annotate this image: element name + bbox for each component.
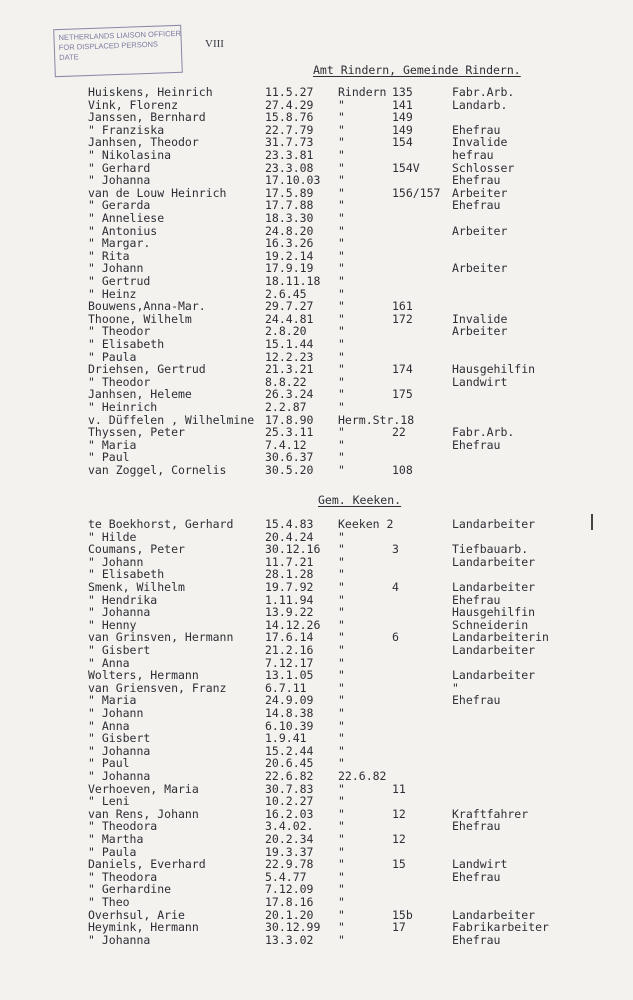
birth-date: 30.12.16 — [265, 542, 321, 557]
birth-date: 14.12.26 — [265, 617, 321, 632]
place: " — [338, 882, 345, 897]
birth-date: 29.7.27 — [265, 299, 314, 314]
place: " — [338, 643, 345, 657]
birth-date: 17.8.90 — [265, 412, 314, 427]
person-name: van Zoggel, Cornelis — [88, 463, 227, 477]
birth-date: 15.8.76 — [265, 110, 314, 125]
person-name: " Hendrika — [88, 592, 158, 607]
birth-date: 2.8.20 — [265, 324, 307, 339]
person-name: van Rens, Johann — [88, 806, 199, 821]
person-name: te Boekhorst, Gerhard — [88, 517, 234, 531]
person-name: " Paul — [88, 450, 130, 465]
person-name: Driehsen, Gertrud — [88, 362, 206, 377]
person-name: " Theodor — [88, 374, 151, 389]
birth-date: 27.4.29 — [265, 97, 314, 112]
birth-date: 20.2.34 — [265, 832, 314, 846]
place: " — [338, 693, 345, 708]
birth-date: 17.7.88 — [265, 198, 314, 213]
birth-date: 6.10.39 — [265, 718, 314, 733]
person-name: van de Louw Heinrich — [88, 185, 227, 200]
house-number: 12 — [392, 806, 406, 821]
place: " — [338, 580, 345, 594]
place: " — [338, 299, 345, 314]
occupation: Arbeiter — [452, 324, 508, 339]
person-name: " Paul — [88, 756, 130, 771]
birth-date: 17.10.03 — [265, 173, 321, 188]
birth-date: 16.3.26 — [265, 236, 314, 251]
occupation: Landarb. — [452, 97, 508, 112]
house-number: 149 — [392, 110, 413, 125]
person-name: " Paula — [88, 349, 137, 364]
stamp-line-1: NETHERLANDS LIAISON OFFICER — [58, 28, 182, 43]
person-name: " Theodor — [88, 324, 151, 339]
place: " — [338, 680, 345, 695]
section-title-rindern: Amt Rindern, Gemeinde Rindern. — [313, 63, 521, 77]
occupation: Tiefbauarb. — [452, 542, 529, 557]
person-name: Bouwens,Anna-Mar. — [88, 299, 206, 314]
place: " — [338, 311, 345, 326]
occupation: Arbeiter — [452, 261, 508, 276]
occupation: Fabr.Arb. — [452, 85, 515, 99]
birth-date: 24.4.81 — [265, 311, 314, 326]
birth-date: 15.2.44 — [265, 743, 314, 758]
place: " — [338, 185, 345, 200]
person-name: " Leni — [88, 794, 130, 809]
place: " — [338, 387, 345, 402]
birth-date: 20.1.20 — [265, 907, 314, 922]
person-name: Janssen, Bernhard — [88, 110, 206, 125]
person-name: " Gertrud — [88, 274, 151, 288]
birth-date: 1.9.41 — [265, 731, 307, 746]
birth-date: 11.7.21 — [265, 554, 314, 569]
house-number: 6 — [392, 630, 399, 645]
place: " — [338, 148, 345, 162]
place: " — [338, 731, 345, 746]
person-name: Huiskens, Heinrich — [88, 85, 213, 99]
person-name: Heymink, Hermann — [88, 920, 199, 935]
occupation: Ehefrau — [452, 173, 501, 188]
occupation: Landarbeiter — [452, 643, 536, 657]
occupation: Ehefrau — [452, 932, 501, 947]
place: " — [338, 617, 345, 632]
birth-date: 19.3.37 — [265, 844, 314, 859]
person-name: Janhsen, Theodor — [88, 135, 199, 150]
house-number: 154V — [392, 160, 420, 175]
birth-date: 15.1.44 — [265, 337, 314, 351]
house-number: 156/157 — [392, 185, 441, 200]
occupation: Fabr.Arb. — [452, 425, 515, 440]
place: " — [338, 286, 345, 301]
place: " — [338, 261, 345, 276]
person-name: " Gisbert — [88, 731, 151, 746]
birth-date: 1.11.94 — [265, 592, 314, 607]
person-name: " Anneliese — [88, 211, 165, 225]
place: " — [338, 630, 345, 645]
place: " — [338, 97, 345, 112]
place: " — [338, 932, 345, 947]
birth-date: 14.8.38 — [265, 706, 314, 720]
person-name: " Heinz — [88, 286, 137, 301]
liaison-officer-stamp — [53, 25, 183, 77]
place: " — [338, 655, 345, 670]
place: " — [338, 362, 345, 377]
place: " — [338, 554, 345, 569]
birth-date: 22.7.79 — [265, 122, 314, 137]
birth-date: 22.9.78 — [265, 857, 314, 872]
house-number: 108 — [392, 463, 413, 477]
birth-date: 16.2.03 — [265, 806, 314, 821]
person-name: Janhsen, Heleme — [88, 387, 192, 402]
person-name: " Nikolasina — [88, 148, 172, 162]
person-name: " Hilde — [88, 529, 137, 544]
birth-date: 20.6.45 — [265, 756, 314, 771]
place: 22.6.82 — [338, 769, 387, 783]
birth-date: 6.7.11 — [265, 680, 307, 695]
place: " — [338, 920, 345, 935]
house-number: 15 — [392, 857, 406, 872]
birth-date: 31.7.73 — [265, 135, 314, 150]
person-name: " Elisabeth — [88, 337, 165, 351]
birth-date: 11.5.27 — [265, 85, 314, 99]
place: " — [338, 173, 345, 188]
place: " — [338, 135, 345, 150]
person-name: Vink, Florenz — [88, 97, 179, 112]
birth-date: 10.2.27 — [265, 794, 314, 809]
occupation: Hausgehilfin — [452, 605, 536, 620]
person-name: " Antonius — [88, 223, 158, 238]
house-number: 141 — [392, 97, 413, 112]
person-name: van Grinsven, Hermann — [88, 630, 234, 645]
person-name: Thyssen, Peter — [88, 425, 185, 440]
person-name: " Johanna — [88, 173, 151, 188]
occupation: Schlosser — [452, 160, 515, 175]
birth-date: 30.5.20 — [265, 463, 314, 477]
house-number: 172 — [392, 311, 413, 326]
birth-date: 2.6.45 — [265, 286, 307, 301]
place: " — [338, 374, 345, 389]
place: " — [338, 907, 345, 922]
place: " — [338, 122, 345, 137]
place: " — [338, 718, 345, 733]
house-number: 149 — [392, 122, 413, 137]
place: " — [338, 832, 345, 846]
house-number: 161 — [392, 299, 413, 314]
place: " — [338, 425, 345, 440]
occupation: Landarbeiter — [452, 907, 536, 922]
occupation: Invalide — [452, 311, 508, 326]
place: " — [338, 274, 345, 288]
house-number: 174 — [392, 362, 413, 377]
person-name: v. Düffelen , Wilhelmine — [88, 412, 255, 427]
place: " — [338, 236, 345, 251]
occupation: Ehefrau — [452, 437, 501, 452]
place: " — [338, 160, 345, 175]
place: " — [338, 223, 345, 238]
person-name: " Henny — [88, 617, 137, 632]
occupation: Arbeiter — [452, 185, 508, 200]
house-number: 175 — [392, 387, 413, 402]
place: " — [338, 592, 345, 607]
person-name: Daniels, Everhard — [88, 857, 206, 872]
birth-date: 17.9.19 — [265, 261, 314, 276]
person-name: Coumans, Peter — [88, 542, 185, 557]
occupation: Ehefrau — [452, 693, 501, 708]
occupation: Landarbeiter — [452, 580, 536, 594]
occupation: Landarbeiter — [452, 554, 536, 569]
birth-date: 22.6.82 — [265, 769, 314, 783]
place: " — [338, 706, 345, 720]
birth-date: 20.4.24 — [265, 529, 314, 544]
person-name: " Johanna — [88, 743, 151, 758]
table-row — [0, 934, 633, 947]
birth-date: 30.6.37 — [265, 450, 314, 465]
birth-date: 17.8.16 — [265, 895, 314, 909]
person-name: Smenk, Wilhelm — [88, 580, 185, 594]
house-number: 154 — [392, 135, 413, 150]
birth-date: 13.9.22 — [265, 605, 314, 620]
house-number: 11 — [392, 781, 406, 796]
person-name: " Gerhardine — [88, 882, 172, 897]
birth-date: 24.9.09 — [265, 693, 314, 708]
birth-date: 15.4.83 — [265, 517, 314, 531]
place: " — [338, 895, 345, 909]
person-name: " Johann — [88, 554, 144, 569]
birth-date: 24.8.20 — [265, 223, 314, 238]
occupation: Landarbeiter — [452, 517, 536, 531]
birth-date: 13.1.05 — [265, 668, 314, 683]
birth-date: 23.3.08 — [265, 160, 314, 175]
place: " — [338, 463, 345, 477]
birth-date: 2.2.87 — [265, 400, 307, 414]
person-name: " Theodora — [88, 869, 158, 884]
place: " — [338, 450, 345, 465]
place: Herm.Str.18 — [338, 412, 415, 427]
page-number: VIII — [205, 38, 224, 50]
person-name: " Anna — [88, 718, 130, 733]
place: " — [338, 806, 345, 821]
birth-date: 21.3.21 — [265, 362, 314, 377]
house-number: 135 — [392, 85, 413, 99]
birth-date: 3.4.02. — [265, 819, 314, 834]
occupation: Ehefrau — [452, 198, 501, 213]
person-name: Overhsul, Arie — [88, 907, 185, 922]
place: " — [338, 567, 345, 582]
person-name: " Theodora — [88, 819, 158, 834]
place: " — [338, 857, 345, 872]
place: " — [338, 248, 345, 263]
table-row — [0, 464, 633, 477]
place: " — [338, 781, 345, 796]
birth-date: 17.5.89 — [265, 185, 314, 200]
place: " — [338, 198, 345, 213]
person-name: " Johann — [88, 706, 144, 720]
place: " — [338, 668, 345, 683]
person-name: " Elisabeth — [88, 567, 165, 582]
birth-date: 19.7.92 — [265, 580, 314, 594]
birth-date: 7.4.12 — [265, 437, 307, 452]
margin-mark — [591, 514, 593, 530]
person-name: Wolters, Hermann — [88, 668, 199, 683]
place: " — [338, 349, 345, 364]
house-number: 12 — [392, 832, 406, 846]
person-name: " Johanna — [88, 932, 151, 947]
place: " — [338, 819, 345, 834]
birth-date: 7.12.17 — [265, 655, 314, 670]
person-name: " Martha — [88, 832, 144, 846]
birth-date: 7.12.09 — [265, 882, 314, 897]
place: " — [338, 211, 345, 225]
occupation: Schneiderin — [452, 617, 529, 632]
person-name: " Margar. — [88, 236, 151, 251]
birth-date: 30.7.83 — [265, 781, 314, 796]
birth-date: 13.3.02 — [265, 932, 314, 947]
person-name: " Theo — [88, 895, 130, 909]
birth-date: 21.2.16 — [265, 643, 314, 657]
occupation: Landwirt — [452, 374, 508, 389]
place: " — [338, 794, 345, 809]
place: " — [338, 542, 345, 557]
place: " — [338, 400, 345, 414]
birth-date: 26.3.24 — [265, 387, 314, 402]
birth-date: 28.1.28 — [265, 567, 314, 582]
place: " — [338, 337, 345, 351]
occupation: Fabrikarbeiter — [452, 920, 549, 935]
place: Keeken 2 — [338, 517, 394, 531]
occupation: Landarbeiter — [452, 668, 536, 683]
house-number: 4 — [392, 580, 399, 594]
person-name: " Johann — [88, 261, 144, 276]
person-name: " Rita — [88, 248, 130, 263]
birth-date: 17.6.14 — [265, 630, 314, 645]
occupation: Ehefrau — [452, 819, 501, 834]
person-name: " Gerarda — [88, 198, 151, 213]
person-name: " Johanna — [88, 769, 151, 783]
person-name: " Paula — [88, 844, 137, 859]
place: " — [338, 844, 345, 859]
birth-date: 18.3.30 — [265, 211, 314, 225]
birth-date: 25.3.11 — [265, 425, 314, 440]
occupation: " — [452, 680, 459, 695]
person-name: " Heinrich — [88, 400, 158, 414]
occupation: Ehefrau — [452, 592, 501, 607]
person-name: " Anna — [88, 655, 130, 670]
person-name: " Gerhard — [88, 160, 151, 175]
place: " — [338, 529, 345, 544]
place: " — [338, 437, 345, 452]
birth-date: 8.8.22 — [265, 374, 307, 389]
house-number: 15b — [392, 907, 413, 922]
person-name: " Maria — [88, 437, 137, 452]
person-name: Verhoeven, Maria — [88, 781, 199, 796]
occupation: Hausgehilfin — [452, 362, 536, 377]
birth-date: 5.4.77 — [265, 869, 307, 884]
occupation: Invalide — [452, 135, 508, 150]
person-name: " Franziska — [88, 122, 165, 137]
person-name: van Griensven, Franz — [88, 680, 227, 695]
person-name: " Johanna — [88, 605, 151, 620]
place: " — [338, 110, 345, 125]
place: Rindern — [338, 85, 387, 99]
birth-date: 19.2.14 — [265, 248, 314, 263]
section-title-keeken: Gem. Keeken. — [318, 493, 402, 507]
person-name: " Maria — [88, 693, 137, 708]
occupation: Landwirt — [452, 857, 508, 872]
place: " — [338, 869, 345, 884]
person-name: Thoone, Wilhelm — [88, 311, 192, 326]
birth-date: 12.2.23 — [265, 349, 314, 364]
birth-date: 18.11.18 — [265, 274, 321, 288]
stamp-line-3: DATE — [59, 52, 79, 63]
occupation: Kraftfahrer — [452, 806, 529, 821]
place: " — [338, 324, 345, 339]
birth-date: 23.3.81 — [265, 148, 314, 162]
birth-date: 30.12.99 — [265, 920, 321, 935]
house-number: 3 — [392, 542, 399, 557]
place: " — [338, 605, 345, 620]
occupation: Landarbeiterin — [452, 630, 549, 645]
place: " — [338, 756, 345, 771]
occupation: Arbeiter — [452, 223, 508, 238]
house-number: 17 — [392, 920, 406, 935]
house-number: 22 — [392, 425, 406, 440]
occupation: Ehefrau — [452, 869, 501, 884]
stamp-line-2: FOR DISPLACED PERSONS — [58, 39, 159, 53]
person-name: " Gisbert — [88, 643, 151, 657]
occupation: hefrau — [452, 148, 494, 162]
occupation: Ehefrau — [452, 122, 501, 137]
place: " — [338, 743, 345, 758]
